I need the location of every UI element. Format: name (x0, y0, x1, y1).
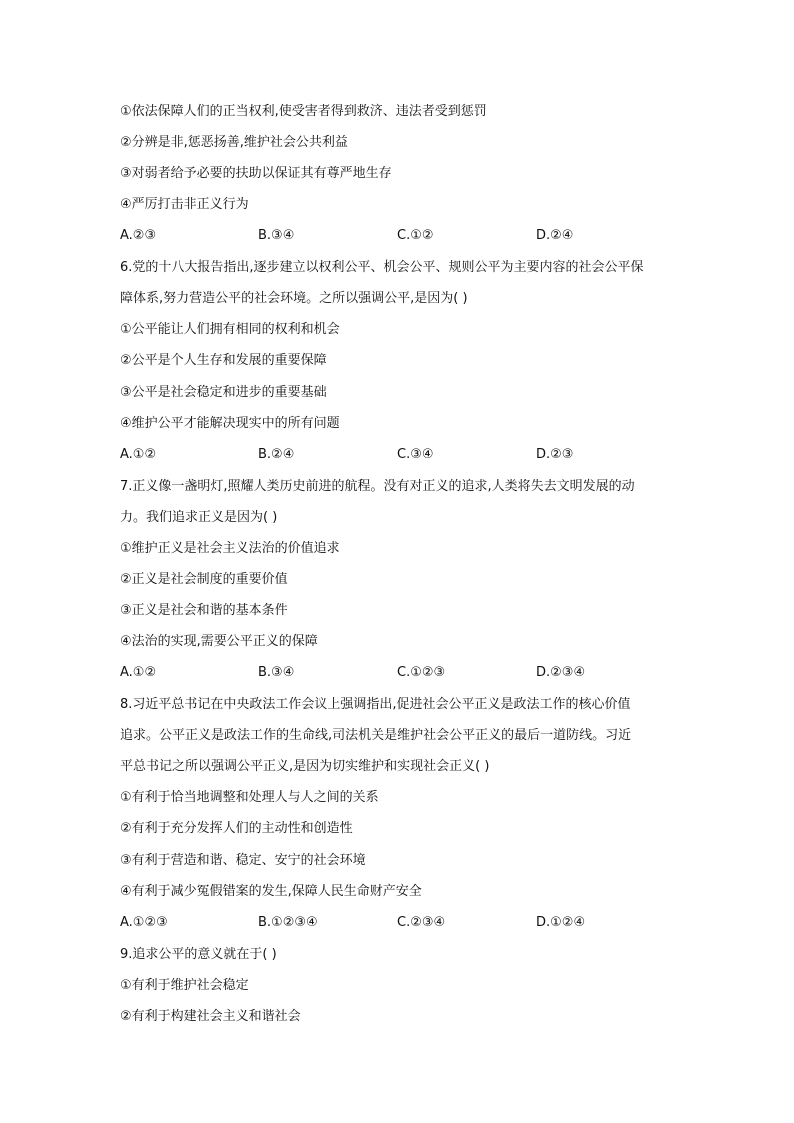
q6-option-b: B.②④ (258, 447, 295, 462)
q6-item-2: ②公平是个人生存和发展的重要保障 (120, 353, 327, 368)
q8-stem-line-2: 追求。公平正义是政法工作的生命线,司法机关是维护社会公平正义的最后一道防线。习近 (120, 728, 632, 743)
q6-stem-line-2: 障体系,努力营造公平的社会环境。之所以强调公平,是因为( ) (120, 291, 468, 306)
q8-option-d: D.①②④ (536, 915, 586, 930)
q8-option-a: A.①②③ (120, 915, 168, 930)
q7-option-a: A.①② (120, 665, 157, 680)
q9-item-2: ②有利于构建社会主义和谐社会 (120, 1009, 301, 1024)
q7-option-c: C.①②③ (397, 665, 446, 680)
q7-item-1: ①维护正义是社会主义法治的价值追求 (120, 541, 340, 556)
q5-item-3: ③对弱者给予必要的扶助以保证其有尊严地生存 (120, 166, 392, 181)
q8-option-b: B.①②③④ (258, 915, 318, 930)
q6-option-c: C.③④ (397, 447, 434, 462)
q7-stem-line-2: 力。我们追求正义是因为( ) (120, 510, 278, 525)
q8-item-3: ③有利于营造和谐、稳定、安宁的社会环境 (120, 853, 366, 868)
q6-option-a: A.①② (120, 447, 157, 462)
q9-item-1: ①有利于维护社会稳定 (120, 978, 249, 993)
q7-stem-line-1: 7.正义像一盏明灯,照耀人类历史前进的航程。没有对正义的追求,人类将失去文明发展的动 (120, 479, 635, 494)
q9-stem-line-1: 9.追求公平的意义就在于( ) (120, 947, 277, 962)
q6-item-1: ①公平能让人们拥有相同的权利和机会 (120, 322, 340, 337)
q8-item-4: ④有利于减少冤假错案的发生,保障人民生命财产安全 (120, 884, 422, 899)
q8-item-1: ①有利于恰当地调整和处理人与人之间的关系 (120, 790, 379, 805)
q8-option-c: C.②③④ (397, 915, 446, 930)
q5-item-2: ②分辨是非,惩恶扬善,维护社会公共利益 (120, 135, 348, 150)
q5-item-4: ④严厉打击非正义行为 (120, 197, 249, 212)
q6-item-3: ③公平是社会稳定和进步的重要基础 (120, 385, 327, 400)
q7-option-b: B.③④ (258, 665, 295, 680)
q5-item-1: ①依法保障人们的正当权利,使受害者得到救济、违法者受到惩罚 (120, 104, 487, 119)
q7-item-3: ③正义是社会和谐的基本条件 (120, 603, 288, 618)
q7-item-2: ②正义是社会制度的重要价值 (120, 572, 288, 587)
q8-stem-line-1: 8.习近平总书记在中央政法工作会议上强调指出,促进社会公平正义是政法工作的核心价值 (120, 697, 631, 712)
q8-item-2: ②有利于充分发挥人们的主动性和创造性 (120, 821, 353, 836)
q5-option-c: C.①② (397, 228, 434, 243)
q6-stem-line-1: 6.党的十八大报告指出,逐步建立以权利公平、机会公平、规则公平为主要内容的社会公平保 (120, 260, 644, 275)
q8-stem-line-3: 平总书记之所以强调公平正义,是因为切实维护和实现社会正义( ) (120, 759, 490, 774)
q7-item-4: ④法治的实现,需要公平正义的保障 (120, 634, 318, 649)
q7-option-d: D.②③④ (536, 665, 586, 680)
q5-option-a: A.②③ (120, 228, 157, 243)
q6-item-4: ④维护公平才能解决现实中的所有问题 (120, 416, 340, 431)
q5-option-b: B.③④ (258, 228, 295, 243)
q5-option-d: D.②④ (536, 228, 574, 243)
q6-option-d: D.②③ (536, 447, 574, 462)
